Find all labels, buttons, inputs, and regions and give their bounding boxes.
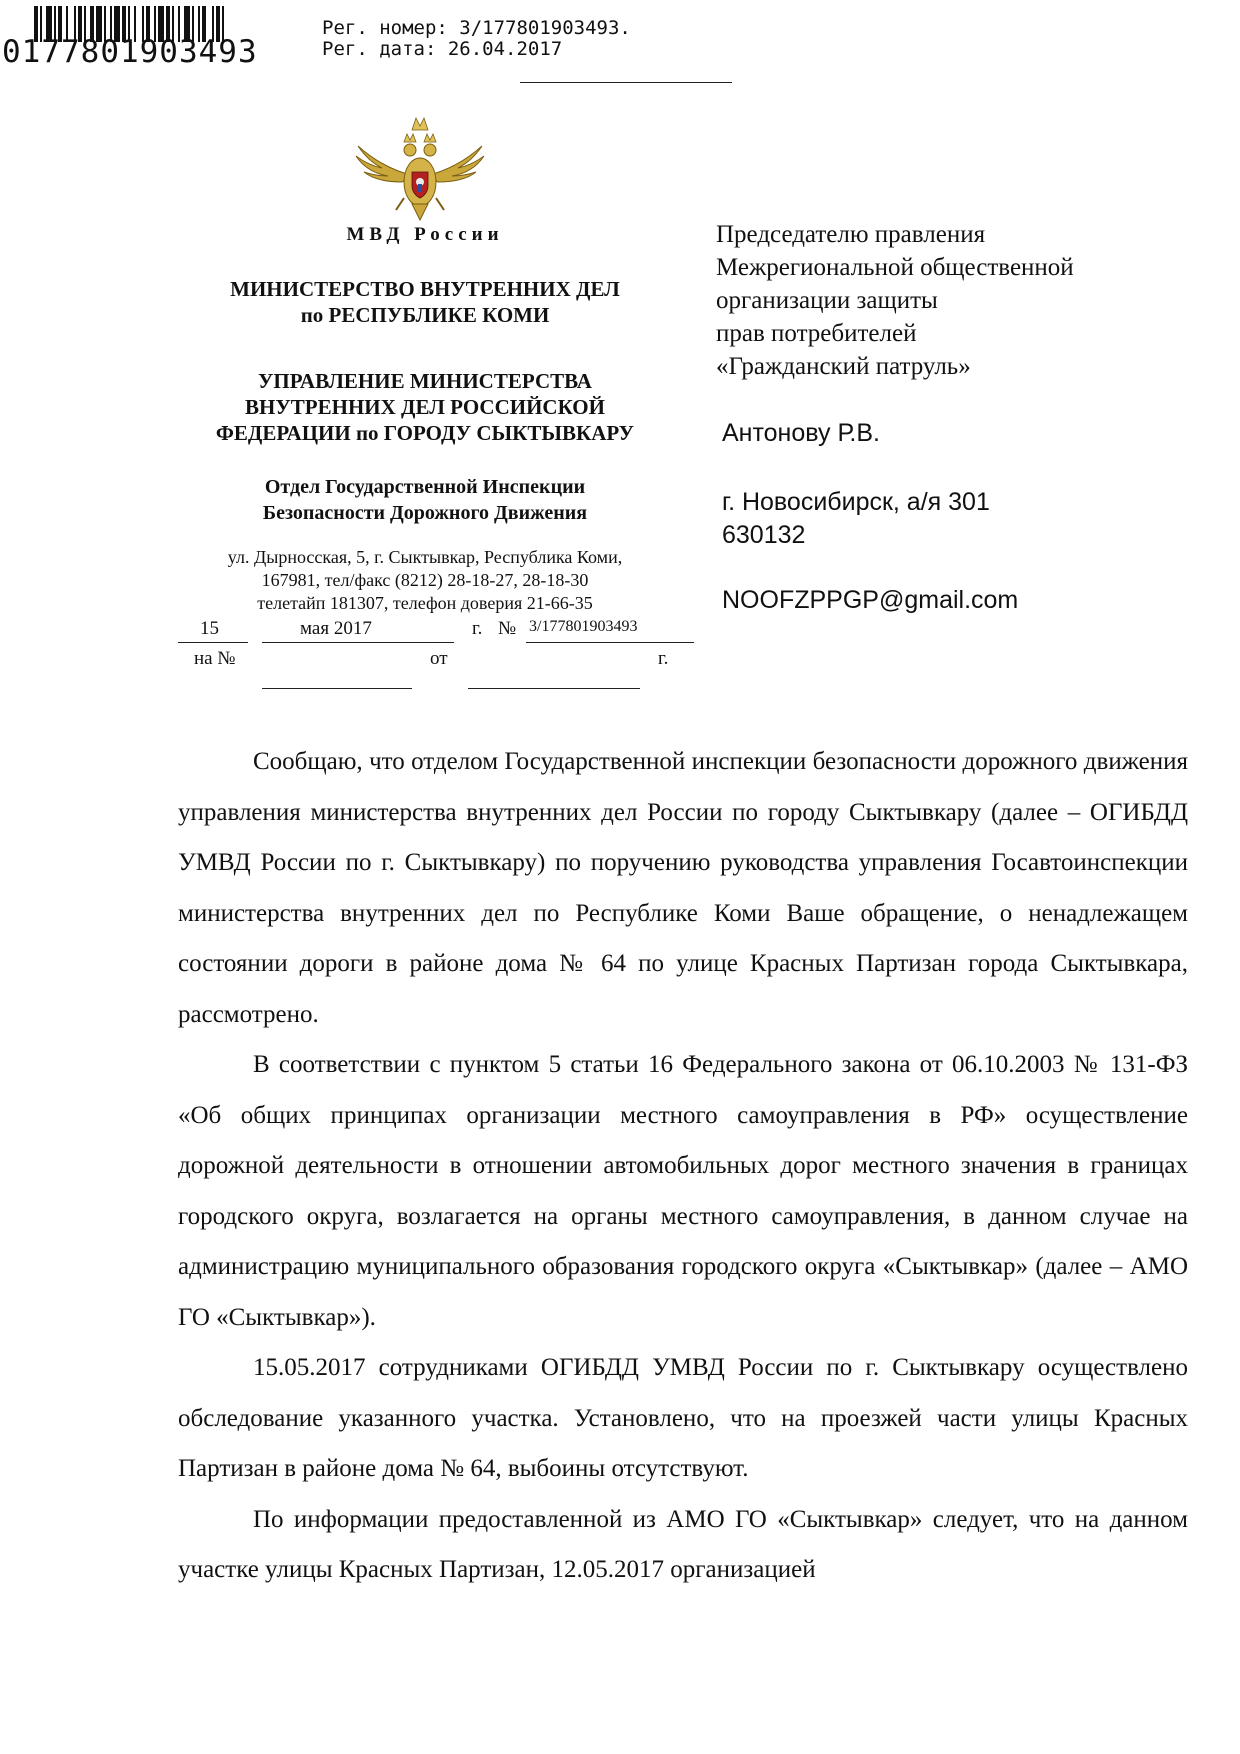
- department-line-3: ФЕДЕРАЦИИ по ГОРОДУ СЫКТЫВКАРУ: [215, 421, 635, 445]
- reference-year-suffix: г.: [658, 648, 669, 669]
- ministry-line-1: МИНИСТЕРСТВО ВНУТРЕННИХ ДЕЛ: [230, 277, 620, 301]
- address-line-1: ул. Дырносская, 5, г. Сыктывкар, Республика Коми,: [227, 547, 623, 567]
- sender-ministry: [160, 276, 690, 328]
- recipient-line-4: прав потребителей: [716, 320, 917, 347]
- body-paragraph-2: В соответствии с пунктом 5 статьи 16 Федерального закона от 06.10.2003 № 131-ФЗ «Об общих принципах организации местного самоуправления в РФ» осуществление дорожной деятельности в отношении автомобильных дорог местного значения в границах городского округа, возлагается на органы местного самоуправления, в данном случае на администрацию муниципального образования городского округа «Сыктывкар» (далее – АМО ГО «Сыктывкар»).: [178, 1051, 1188, 1331]
- department-line-1: УПРАВЛЕНИЕ МИНИСТЕРСТВА: [258, 369, 592, 393]
- sender-address: [160, 546, 690, 615]
- outgoing-day-underline: [178, 642, 248, 643]
- recipient-postal-code: 630132: [722, 521, 806, 549]
- outgoing-month-year: мая 2017: [300, 618, 372, 639]
- outgoing-month-underline: [262, 642, 454, 643]
- division-line-1: Отдел Государственной Инспекции: [264, 476, 586, 498]
- recipient-name: Антонову Р.В.: [722, 419, 880, 447]
- department-line-2: ВНУТРЕННИХ ДЕЛ РОССИЙСКОЙ: [245, 395, 605, 419]
- recipient-line-1: Председателю правления: [716, 221, 986, 248]
- registration-underline: [520, 82, 732, 83]
- body-paragraph-3: 15.05.2017 сотрудниками ОГИБДД УМВД России по г. Сыктывкару осуществлено обследование указанного участка. Установлено, что на проезжей части улицы Красных Партизан в районе дома № 64, выбоины отсутствуют.: [178, 1354, 1188, 1482]
- reference-number-underline: [262, 688, 412, 689]
- sender-mvd: МВД России: [346, 224, 504, 245]
- address-line-2: 167981, тел/факс (8212) 28-18-27, 28-18-30: [261, 570, 589, 590]
- body-paragraph-4: По информации предоставленной из АМО ГО «Сыктывкар» следует, что на данном участке улицы Красных Партизан, 12.05.2017 организацией: [178, 1505, 1188, 1583]
- recipient-address-line-1: г. Новосибирск, а/я 301: [722, 488, 990, 516]
- ministry-line-2: по РЕСПУБЛИКЕ КОМИ: [300, 303, 550, 327]
- outgoing-number: 3/177801903493: [529, 618, 638, 635]
- sender-division: [160, 474, 690, 526]
- division-line-2: Безопасности Дорожного Движения: [262, 502, 588, 524]
- recipient-line-5: «Гражданский патруль»: [716, 353, 971, 380]
- reference-date-underline: [468, 688, 640, 689]
- recipient-title: [716, 218, 1074, 383]
- recipient-line-2: Межрегиональной общественной: [716, 254, 1074, 281]
- letter-body: [178, 737, 1188, 1596]
- recipient-address: [722, 486, 990, 552]
- outgoing-day: 15: [200, 618, 219, 639]
- recipient-line-3: организации защиты: [716, 287, 938, 314]
- reference-from-label: от: [430, 648, 448, 669]
- barcode-number: 0177801903493: [2, 34, 258, 70]
- reference-label: на №: [194, 648, 236, 669]
- registration-number: Рег. номер: 3/177801903493.: [322, 17, 631, 39]
- outgoing-no-label: №: [498, 618, 517, 639]
- registration-date: Рег. дата: 26.04.2017: [322, 38, 563, 60]
- address-line-3: телетайп 181307, телефон доверия 21-66-35: [257, 593, 593, 613]
- outgoing-number-underline: [526, 642, 694, 643]
- outgoing-city-suffix: г.: [472, 618, 483, 639]
- body-paragraph-1: Сообщаю, что отделом Государственной инспекции безопасности дорожного движения управления министерства внутренних дел России по городу Сыктывкару (далее – ОГИБДД УМВД России по г. Сыктывкару) по поручению руководства управления Госавтоинспекции министерства внутренних дел по Республике Коми Ваше обращение, о ненадлежащем состоянии дороги в районе дома № 64 по улице Красных Партизан города Сыктывкара, рассмотрено.: [178, 748, 1188, 1028]
- mvd-eagle-emblem-icon: [352, 114, 488, 224]
- recipient-email: NOOFZPPGP@gmail.com: [722, 586, 1019, 614]
- sender-department: [160, 368, 690, 446]
